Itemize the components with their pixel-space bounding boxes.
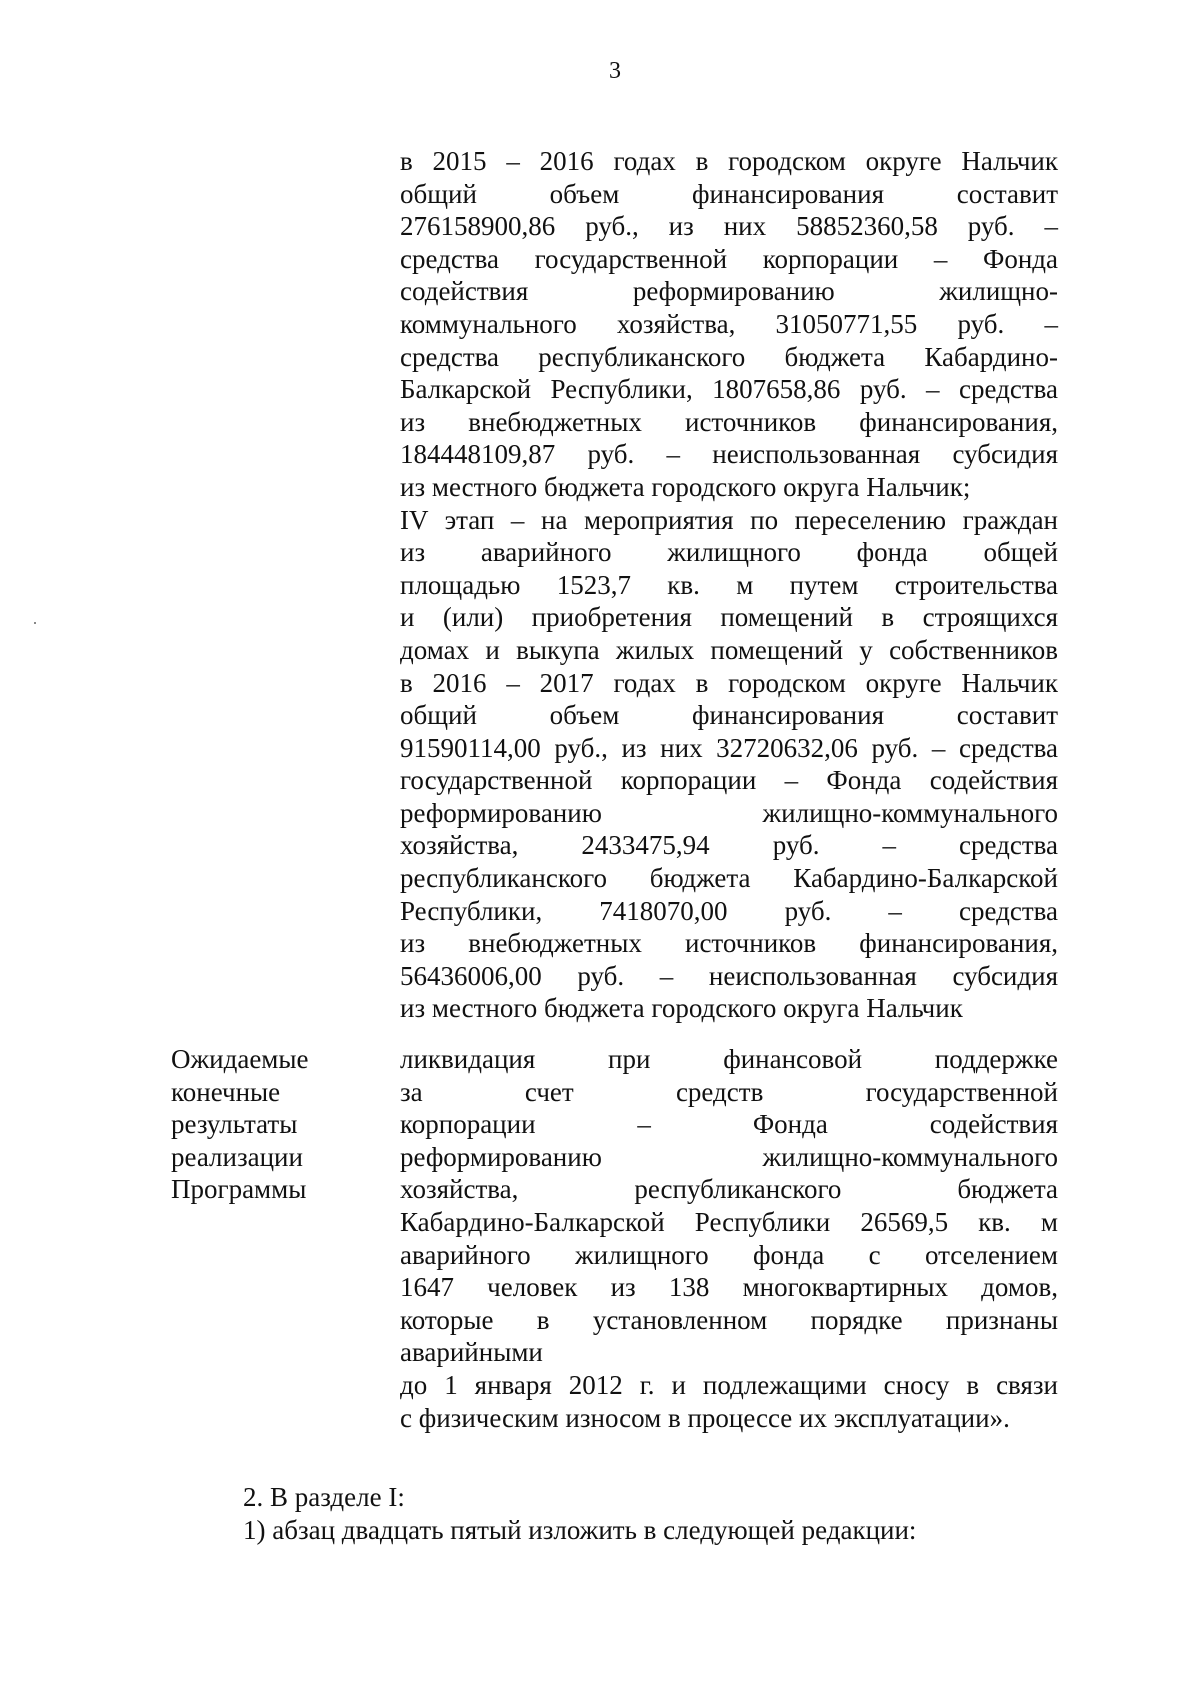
text-line: содействия реформированию жилищно- bbox=[400, 276, 1058, 307]
text-line: государственной корпорации – Фонда содействия bbox=[400, 765, 1058, 796]
text-line: 1) абзац двадцать пятый изложить в следующей редакции: bbox=[243, 1514, 917, 1545]
section-amendment bbox=[243, 1481, 1143, 1546]
text-line: в 2016 – 2017 годах в городском округе Нальчик bbox=[400, 667, 1058, 698]
text-line: конечные bbox=[171, 1076, 281, 1107]
text-line: Балкарской Республики, 1807658,86 руб. – средства bbox=[400, 374, 1058, 405]
text-line: корпорации – Фонда содействия bbox=[400, 1109, 1058, 1140]
page-number: 3 bbox=[609, 58, 621, 84]
text-line: ликвидация при финансовой поддержке bbox=[400, 1044, 1058, 1074]
text-line: общий объем финансирования составит bbox=[400, 178, 1058, 209]
text-line: аварийного жилищного фонда с отселением bbox=[400, 1239, 1058, 1270]
text-line: из внебюджетных источников финансирования, bbox=[400, 928, 1058, 959]
text-line: реформированию жилищно-коммунального bbox=[400, 1141, 1058, 1172]
text-line: реализации bbox=[171, 1141, 303, 1172]
text-line: Программы bbox=[171, 1174, 307, 1205]
text-line: Ожидаемые bbox=[171, 1044, 309, 1074]
text-line: реформированию жилищно-коммунального bbox=[400, 797, 1058, 828]
text-line: хозяйства, республиканского бюджета bbox=[400, 1174, 1058, 1205]
text-line: 91590114,00 руб., из них 32720632,06 руб. – средства bbox=[400, 732, 1058, 763]
text-line: IV этап – на мероприятия по переселению граждан bbox=[400, 504, 1058, 535]
text-line: за счет средств государственной bbox=[400, 1076, 1058, 1107]
text-line: 184448109,87 руб. – неиспользованная субсидия bbox=[400, 439, 1058, 470]
text-line: до 1 января 2012 г. и подлежащими сносу в связи bbox=[400, 1369, 1058, 1400]
text-line: 2. В разделе I: bbox=[243, 1482, 405, 1512]
text-line: коммунального хозяйства, 31050771,55 руб. – bbox=[400, 308, 1058, 339]
text-line: средства государственной корпорации – Фонда bbox=[400, 243, 1058, 274]
text-line: хозяйства, 2433475,94 руб. – средства bbox=[400, 830, 1058, 861]
text-line: средства республиканского бюджета Кабардино- bbox=[400, 341, 1058, 372]
text-line: 276158900,86 руб., из них 58852360,58 руб. – bbox=[400, 211, 1058, 242]
text-line: из местного бюджета городского округа Нальчик bbox=[400, 993, 963, 1024]
text-line: из местного бюджета городского округа Нальчик; bbox=[400, 471, 971, 502]
text-line: результаты bbox=[171, 1109, 298, 1140]
text-line: которые в установленном порядке признаны bbox=[400, 1304, 1058, 1335]
text-line: и (или) приобретения помещений в строящихся bbox=[400, 602, 1058, 633]
text-line: из внебюджетных источников финансирования, bbox=[400, 406, 1058, 437]
text-line: республиканского бюджета Кабардино-Балкарской bbox=[400, 863, 1058, 894]
text-line: 56436006,00 руб. – неиспользованная субсидия bbox=[400, 960, 1058, 991]
text-line: домах и выкупа жилых помещений у собственников bbox=[400, 634, 1058, 665]
text-line: аварийными bbox=[400, 1337, 543, 1368]
results-label bbox=[171, 1043, 371, 1206]
text-line: Республики, 7418070,00 руб. – средства bbox=[400, 895, 1058, 926]
text-line: из аварийного жилищного фонда общей bbox=[400, 537, 1058, 568]
text-line: площадью 1523,7 кв. м путем строительства bbox=[400, 569, 1058, 600]
scan-speck bbox=[34, 622, 36, 624]
text-line: Кабардино-Балкарской Республики 26569,5 кв. м bbox=[400, 1206, 1058, 1237]
results-paragraph bbox=[400, 1043, 1058, 1434]
text-line: общий объем финансирования составит bbox=[400, 700, 1058, 731]
text-line: 1647 человек из 138 многоквартирных домов, bbox=[400, 1272, 1058, 1303]
text-line: в 2015 – 2016 годах в городском округе Нальчик bbox=[400, 146, 1058, 176]
financing-paragraph bbox=[400, 145, 1058, 1025]
text-line: с физическим износом в процессе их эксплуатации». bbox=[400, 1402, 1010, 1433]
